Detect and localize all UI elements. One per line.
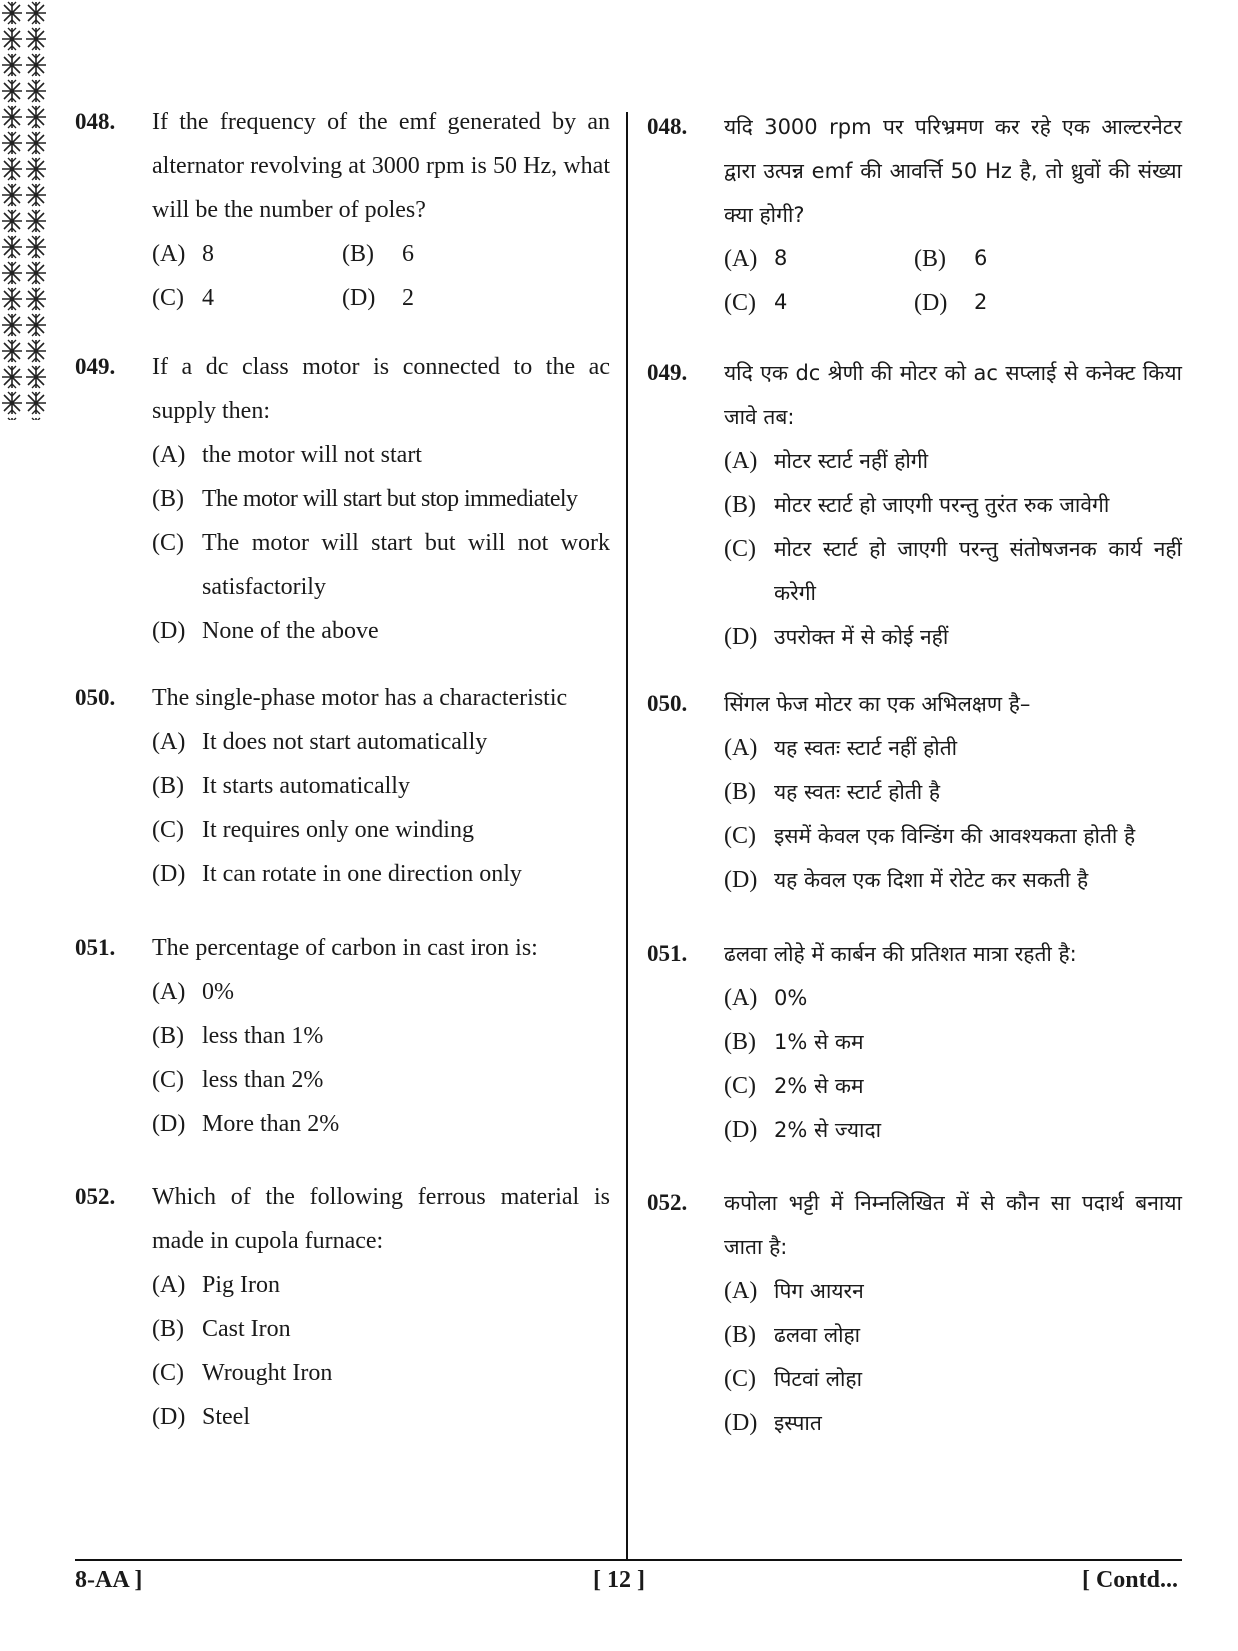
question-number: 051. bbox=[647, 941, 688, 966]
option-d: (D) उपरोक्त में से कोई नहीं bbox=[724, 624, 949, 650]
option-a: (A) मोटर स्टार्ट नहीं होगी bbox=[724, 448, 929, 474]
option-c: (C) 4 bbox=[724, 289, 788, 316]
question-050-hi bbox=[647, 682, 1182, 902]
option-d: (D) 2% से ज्यादा bbox=[724, 1117, 882, 1143]
question-number: 049. bbox=[647, 360, 688, 385]
option-a: (A) It does not start automatically bbox=[152, 729, 488, 755]
option-a: (A) Pig Iron bbox=[152, 1272, 280, 1298]
option-d: (D) 2 bbox=[914, 289, 988, 316]
footer-rule bbox=[75, 1559, 1182, 1561]
decorative-border-pattern bbox=[0, 0, 50, 420]
question-text: If a dc class motor is connected to the ac supply then: bbox=[152, 354, 610, 424]
option-d: (D) यह केवल एक दिशा में रोटेट कर सकती है bbox=[724, 867, 1089, 893]
question-text: Which of the following ferrous material is made in cupola furnace: bbox=[152, 1184, 610, 1254]
options-grid bbox=[152, 232, 610, 320]
option-a: (A) the motor will not start bbox=[152, 442, 422, 468]
question-number: 049. bbox=[75, 354, 116, 379]
options-list bbox=[724, 726, 1182, 902]
column-divider bbox=[626, 112, 628, 1560]
options-list bbox=[152, 433, 610, 653]
continued-label: [ Contd... bbox=[1081, 1567, 1178, 1593]
question-number: 048. bbox=[647, 114, 688, 139]
option-c: (C) less than 2% bbox=[152, 1067, 324, 1093]
options-list bbox=[724, 1269, 1182, 1445]
question-text: ढलवा लोहे में कार्बन की प्रतिशत मात्रा रहती है: bbox=[724, 942, 1077, 966]
question-text: If the frequency of the emf generated by an alternator revolving at 3000 rpm is 50 Hz, what will be the number of poles? bbox=[152, 109, 610, 223]
option-b: (B) 6 bbox=[914, 245, 988, 272]
option-b: (B) It starts automatically bbox=[152, 773, 410, 799]
question-text: कपोला भट्टी में निम्नलिखित में से कौन सा पदार्थ बनाया जाता है: bbox=[724, 1191, 1182, 1259]
question-number: 050. bbox=[647, 691, 688, 716]
option-a: (A) 0% bbox=[152, 979, 234, 1005]
options-list bbox=[152, 1263, 610, 1439]
option-c: (C) मोटर स्टार्ट हो जाएगी परन्तु संतोषजनक कार्य नहीं करेगी bbox=[724, 536, 1182, 605]
options-list bbox=[724, 439, 1182, 659]
question-051-en bbox=[75, 926, 610, 1146]
option-c: (C) पिटवां लोहा bbox=[724, 1366, 863, 1392]
option-b: (B) The motor will start but stop immediately bbox=[152, 486, 578, 512]
option-c: (C) Wrought Iron bbox=[152, 1360, 333, 1386]
question-number: 050. bbox=[75, 685, 116, 710]
question-number: 048. bbox=[75, 109, 116, 134]
option-d: (D) इस्पात bbox=[724, 1410, 822, 1436]
option-b: (B) 6 bbox=[342, 240, 414, 267]
question-text: यदि 3000 rpm पर परिभ्रमण कर रहे एक आल्टरनेटर द्वारा उत्पन्न emf की आवर्त्ति 50 Hz है, तो ध्रुवों की संख्या क्या होगी? bbox=[724, 115, 1182, 227]
option-d: (D) More than 2% bbox=[152, 1111, 340, 1137]
option-b: (B) less than 1% bbox=[152, 1023, 324, 1049]
question-text: सिंगल फेज मोटर का एक अभिलक्षण है– bbox=[724, 692, 1031, 716]
option-d: (D) None of the above bbox=[152, 618, 379, 644]
question-052-en bbox=[75, 1175, 610, 1439]
question-text: यदि एक dc श्रेणी की मोटर को ac सप्लाई से कनेक्ट किया जावे तब: bbox=[724, 361, 1182, 429]
option-b: (B) यह स्वतः स्टार्ट होती है bbox=[724, 779, 941, 805]
option-d: (D) 2 bbox=[342, 284, 414, 311]
option-d: (D) It can rotate in one direction only bbox=[152, 861, 522, 887]
option-c: (C) इसमें केवल एक विन्डिंग की आवश्यकता होती है bbox=[724, 823, 1136, 849]
option-a: (A) यह स्वतः स्टार्ट नहीं होती bbox=[724, 735, 958, 761]
option-a: (A) 0% bbox=[724, 985, 808, 1011]
option-a: (A) 8 bbox=[152, 240, 214, 267]
paper-code: 8-AA ] bbox=[75, 1567, 143, 1593]
option-d: (D) Steel bbox=[152, 1404, 250, 1430]
option-c: (C) The motor will start but will not work satisfactorily bbox=[152, 530, 610, 600]
option-c: (C) It requires only one winding bbox=[152, 817, 474, 843]
option-b: (B) Cast Iron bbox=[152, 1316, 291, 1342]
question-049-hi bbox=[647, 351, 1182, 659]
question-048-en bbox=[75, 100, 610, 320]
option-b: (B) 1% से कम bbox=[724, 1029, 864, 1055]
question-048-hi bbox=[647, 105, 1182, 325]
options-grid bbox=[724, 237, 1182, 325]
question-number: 051. bbox=[75, 935, 116, 960]
question-049-en bbox=[75, 345, 610, 653]
question-number: 052. bbox=[75, 1184, 116, 1209]
option-c: (C) 4 bbox=[152, 284, 214, 311]
page-number: [ 12 ] bbox=[593, 1567, 645, 1593]
question-text: The percentage of carbon in cast iron is: bbox=[152, 935, 538, 961]
question-number: 052. bbox=[647, 1190, 688, 1215]
option-a: (A) 8 bbox=[724, 245, 788, 272]
option-a: (A) पिग आयरन bbox=[724, 1278, 864, 1304]
option-c: (C) 2% से कम bbox=[724, 1073, 864, 1099]
question-text: The single-phase motor has a characteristic bbox=[152, 685, 568, 711]
question-051-hi bbox=[647, 932, 1182, 1152]
option-b: (B) ढलवा लोहा bbox=[724, 1322, 861, 1348]
options-list bbox=[724, 976, 1182, 1152]
option-b: (B) मोटर स्टार्ट हो जाएगी परन्तु तुरंत रुक जावेगी bbox=[724, 492, 1110, 518]
options-list bbox=[152, 970, 610, 1146]
question-050-en bbox=[75, 676, 610, 896]
question-052-hi bbox=[647, 1181, 1182, 1445]
options-list bbox=[152, 720, 610, 896]
